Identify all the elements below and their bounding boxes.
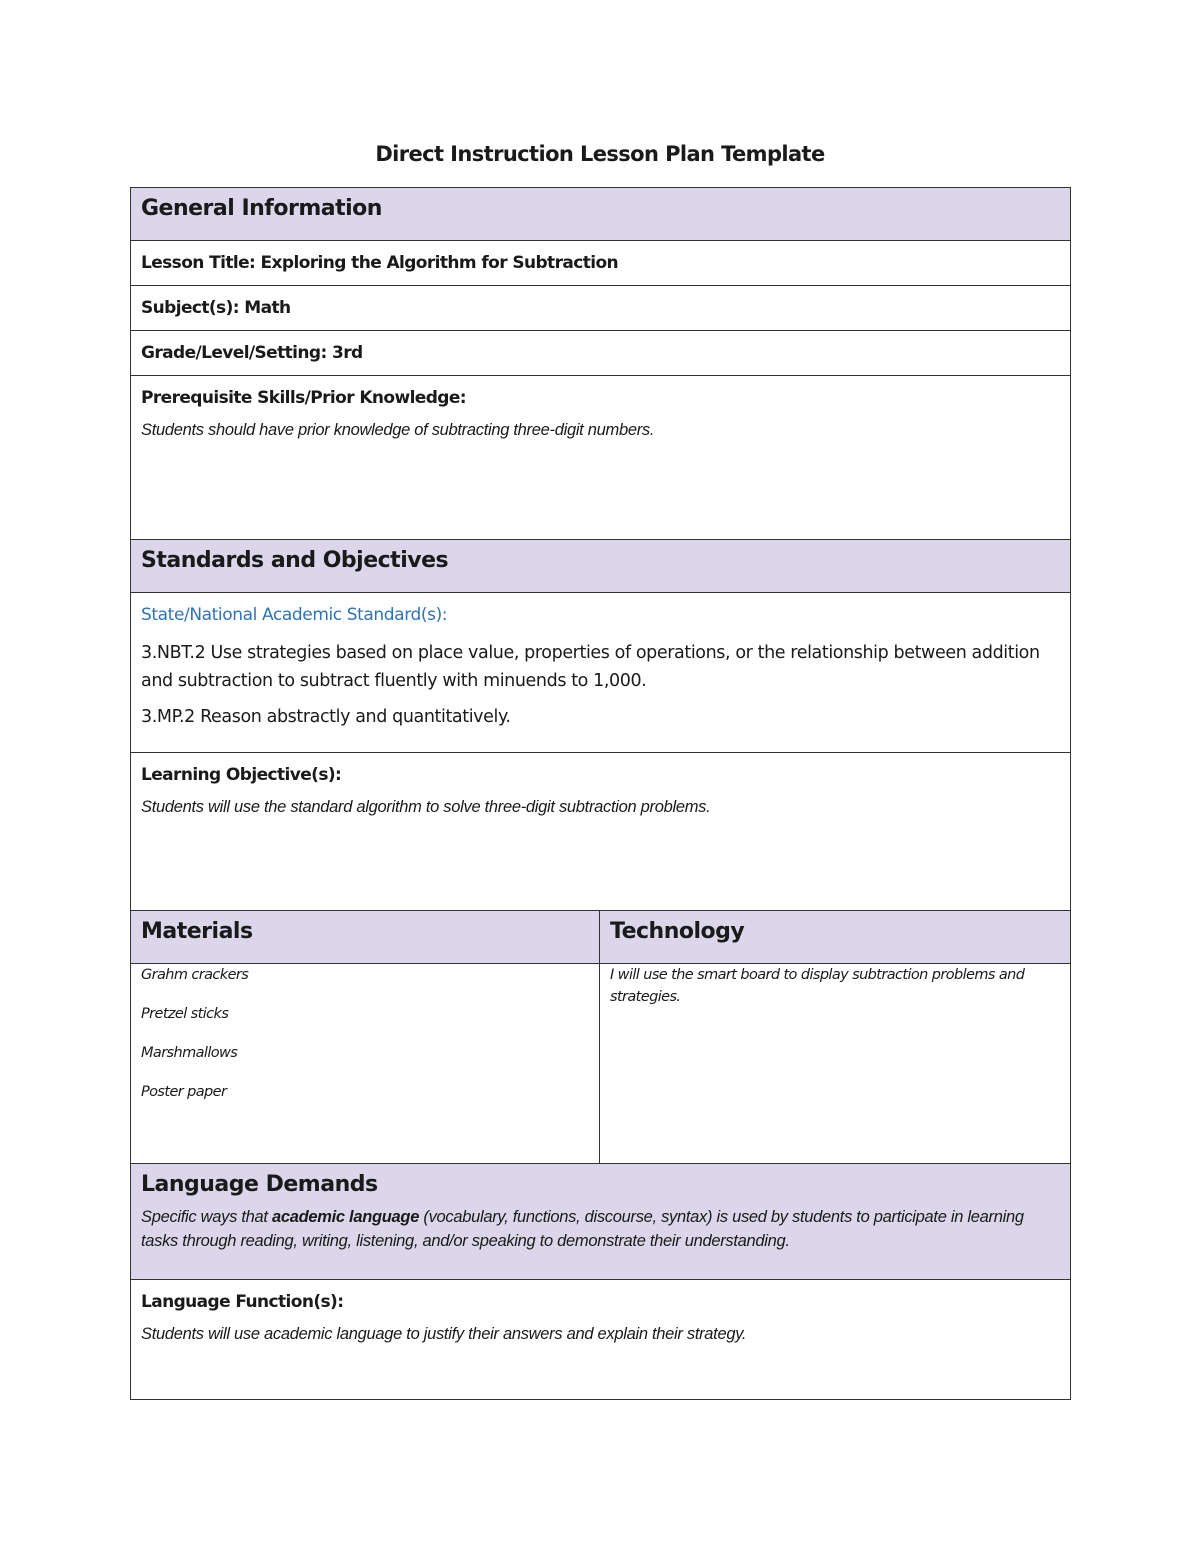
prereq-label: Prerequisite Skills/Prior Knowledge: (141, 388, 466, 408)
grade-level-setting: Grade/Level/Setting: 3rd (141, 343, 363, 363)
objective-cell (131, 753, 1071, 911)
document-title: Direct Instruction Lesson Plan Template (375, 142, 825, 166)
standards-heading: Standards and Objectives (141, 548, 449, 573)
grade-cell (131, 331, 1071, 376)
materials-tech-row (131, 964, 1071, 1164)
standard-nbt2: 3.NBT.2 Use strategies based on place value, properties of operations, or the relationship between addition and subtraction to subtract fluently with minuends to 1,000. (141, 643, 1040, 691)
language-desc-after: (vocabulary, functions, discourse, syntax) is used by students to participate in learning tasks through reading, writing, listening, and/or speaking to demonstrate their understanding. (141, 1208, 1024, 1250)
standards-header-row (131, 540, 1071, 593)
general-header-row (131, 188, 1071, 241)
language-heading: Language Demands (141, 1172, 378, 1197)
materials-cell (131, 964, 600, 1164)
materials-tech-header-row (131, 911, 1071, 964)
material-item: Pretzel sticks (141, 1006, 229, 1022)
general-heading: General Information (141, 196, 382, 221)
language-header-cell (131, 1164, 1071, 1280)
subjects-cell (131, 286, 1071, 331)
standards-cell (131, 593, 1071, 753)
grade-row (131, 331, 1071, 376)
language-description (141, 1205, 1060, 1253)
objective-label: Learning Objective(s): (141, 765, 342, 785)
subjects: Subject(s): Math (141, 298, 291, 318)
prereq-row (131, 376, 1071, 540)
language-function-cell (131, 1280, 1071, 1400)
technology-heading: Technology (610, 919, 745, 944)
general-header-cell (131, 188, 1071, 241)
prereq-cell (131, 376, 1071, 540)
lesson-title-row (131, 241, 1071, 286)
material-item: Poster paper (141, 1084, 227, 1100)
materials-header-cell (131, 911, 600, 964)
standards-row (131, 593, 1071, 753)
objective-text: Students will use the standard algorithm to solve three-digit subtraction problems. (141, 798, 711, 816)
language-function-label: Language Function(s): (141, 1292, 344, 1312)
language-desc-before: Specific ways that (141, 1208, 272, 1226)
materials-heading: Materials (141, 919, 253, 944)
material-item: Marshmallows (141, 1045, 238, 1061)
lesson-title: Lesson Title: Exploring the Algorithm for Subtraction (141, 253, 619, 273)
standard-mp2: 3.MP.2 Reason abstractly and quantitatively. (141, 707, 511, 727)
language-header-row (131, 1164, 1071, 1280)
subjects-row (131, 286, 1071, 331)
technology-cell (600, 964, 1071, 1164)
language-function-text: Students will use academic language to justify their answers and explain their strategy. (141, 1325, 747, 1343)
lesson-plan-table (130, 187, 1071, 1400)
technology-header-cell (600, 911, 1071, 964)
material-item: Grahm crackers (141, 967, 249, 983)
lesson-title-cell (131, 241, 1071, 286)
standards-header-cell (131, 540, 1071, 593)
language-function-row (131, 1280, 1071, 1400)
technology-text: I will use the smart board to display subtraction problems and strategies. (610, 967, 1025, 1005)
objective-row (131, 753, 1071, 911)
language-desc-bold: academic language (271, 1208, 420, 1226)
prereq-text: Students should have prior knowledge of subtracting three-digit numbers. (141, 421, 655, 439)
standard-label: State/National Academic Standard(s): (141, 605, 448, 625)
